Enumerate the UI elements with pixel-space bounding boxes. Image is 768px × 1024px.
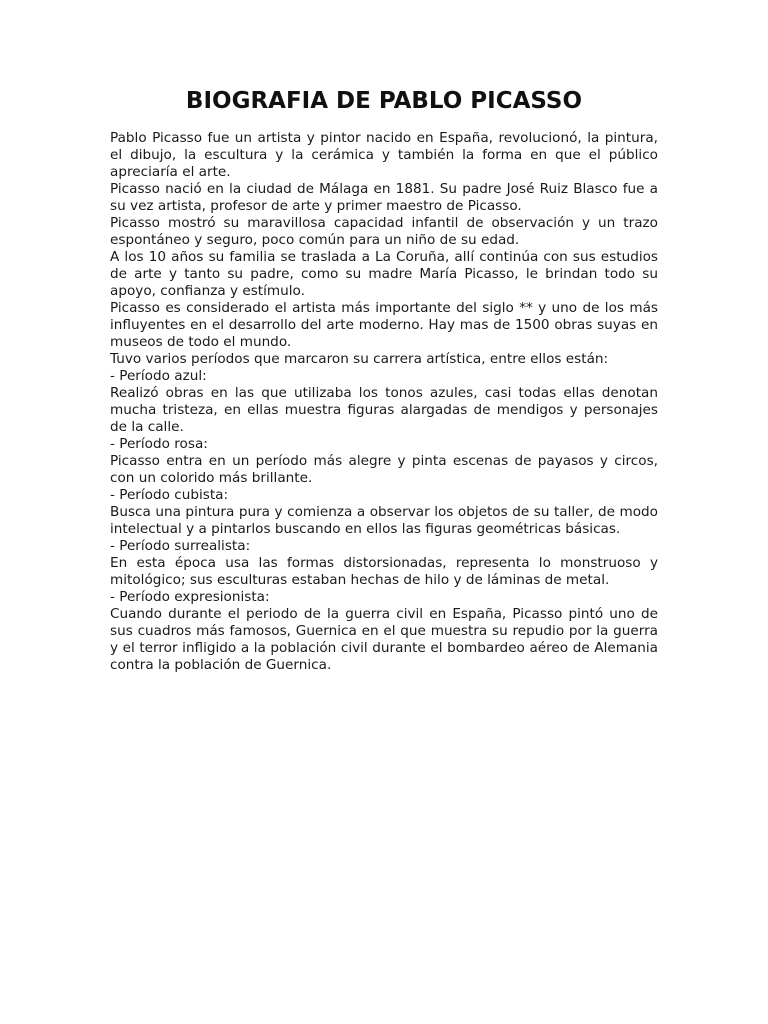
paragraph-periods-intro: Tuvo varios períodos que marcaron su carrera artística, entre ellos están: bbox=[110, 351, 609, 367]
paragraph-coruna: A los 10 años su familia se traslada a La Coruña, allí continúa con sus estudios de arte y tanto su padre, como su madre María Picasso, le brindan todo su apoyo, confianza y estímulo. bbox=[110, 249, 658, 299]
period-blue-heading: - Período azul: bbox=[110, 368, 207, 384]
period-cubist-heading: - Período cubista: bbox=[110, 487, 229, 503]
period-rose-text: Picasso entra en un período más alegre y pinta escenas de payasos y circos, con un colorido más brillante. bbox=[110, 453, 658, 486]
paragraph-importance: Picasso es considerado el artista más importante del siglo ** y uno de los más influyentes en el desarrollo del arte moderno. Hay mas de 1500 obras suyas en museos de todo el mundo. bbox=[110, 300, 658, 350]
period-surrealist-heading: - Período surrealista: bbox=[110, 538, 251, 554]
period-surrealist-text: En esta época usa las formas distorsionadas, representa lo monstruoso y mitológico; sus esculturas estaban hechas de hilo y de láminas de metal. bbox=[110, 555, 658, 588]
document-title: BIOGRAFIA DE PABLO PICASSO bbox=[185, 88, 583, 114]
paragraph-childhood: Picasso mostró su maravillosa capacidad infantil de observación y un trazo espontáneo y seguro, poco común para un niño de su edad. bbox=[110, 215, 658, 248]
period-expressionist-heading: - Período expresionista: bbox=[110, 589, 270, 605]
period-expressionist-text: Cuando durante el periodo de la guerra civil en España, Picasso pintó uno de sus cuadros más famosos, Guernica en el que muestra su repudio por la guerra y el terror infligido a la población civil durante el bombardeo aéreo de Alemania contra la población de Guernica. bbox=[110, 606, 658, 673]
paragraph-intro: Pablo Picasso fue un artista y pintor nacido en España, revolucionó, la pintura, el dibujo, la escultura y la cerámica y también la forma en que el público apreciaría el arte. bbox=[110, 130, 658, 180]
period-rose-heading: - Período rosa: bbox=[110, 436, 208, 452]
document-body bbox=[110, 130, 658, 674]
period-blue-text: Realizó obras en las que utilizaba los tonos azules, casi todas ellas denotan mucha tristeza, en ellas muestra figuras alargadas de mendigos y personajes de la calle. bbox=[110, 385, 658, 435]
paragraph-birth: Picasso nació en la ciudad de Málaga en 1881. Su padre José Ruiz Blasco fue a su vez artista, profesor de arte y primer maestro de Picasso. bbox=[110, 181, 658, 214]
period-cubist-text: Busca una pintura pura y comienza a observar los objetos de su taller, de modo intelectual y a pintarlos buscando en ellos las figuras geométricas básicas. bbox=[110, 504, 658, 537]
